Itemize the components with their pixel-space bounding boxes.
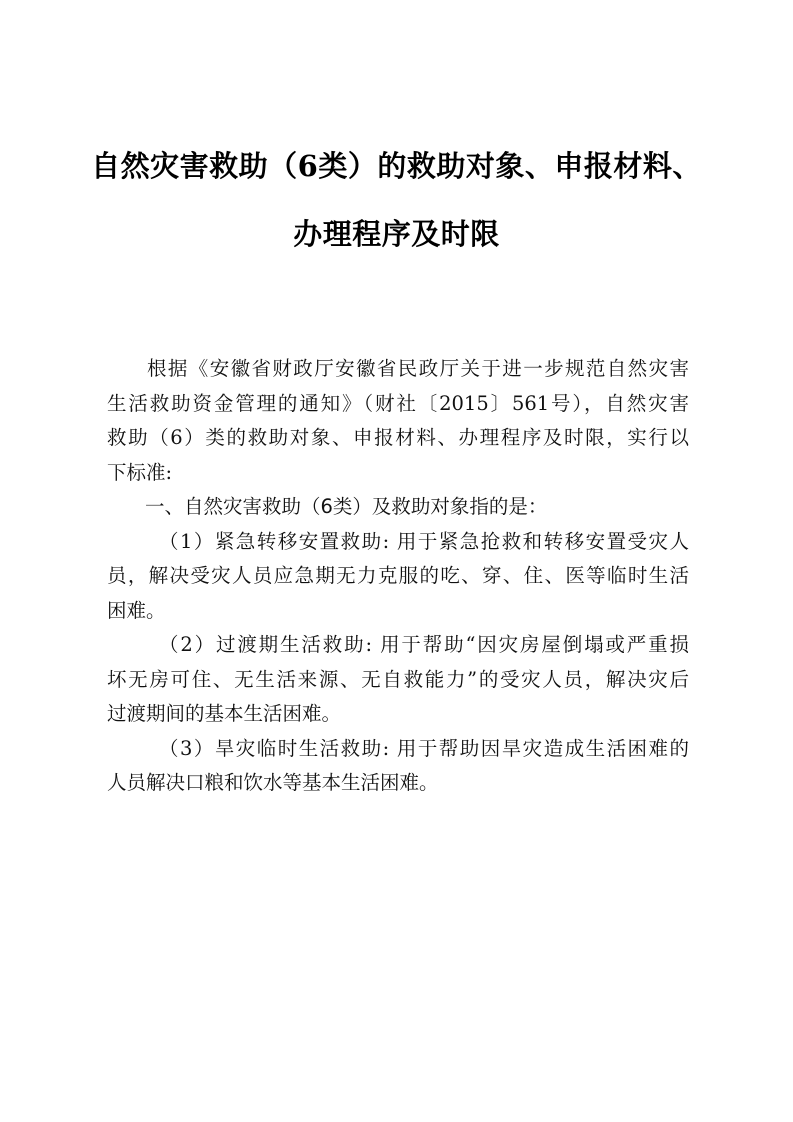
document-title — [0, 150, 793, 250]
document-body — [107, 352, 689, 801]
title-line-2: 办理程序及时限 — [293, 217, 500, 251]
intro-line: 下标准: — [107, 460, 173, 484]
intro-paragraph — [107, 352, 689, 490]
intro-line: 救助（6）类的救助对象、申报材料、办理程序及时限，实行以 — [107, 426, 689, 449]
item-line: 坏无房可住、无生活来源、无自救能力”的受灾人员，解决灾后 — [107, 667, 689, 691]
item-line: 过渡期间的基本生活困难。 — [107, 702, 342, 725]
item-line: 困难。 — [107, 598, 166, 622]
section-item-2 — [107, 628, 689, 732]
title-line-1: 自然灾害救助（6类）的救助对象、申报材料、 — [91, 149, 702, 183]
section-item-1 — [107, 525, 689, 629]
intro-line: 生活救助资金管理的通知》（财社〔2015〕561号），自然灾害 — [107, 391, 689, 415]
intro-line: 根据《安徽省财政厅安徽省民政厅关于进一步规范自然灾害 — [147, 357, 689, 380]
section-item-3 — [107, 732, 689, 801]
item-line: （1）紧急转移安置救助: 用于紧急抢救和转移安置受灾人 — [159, 529, 689, 553]
item-line: （2）过渡期生活救助: 用于帮助“因灾房屋倒塌或严重损 — [159, 633, 689, 656]
section-heading: 一、自然灾害救助（6类）及救助对象指的是： — [145, 495, 548, 518]
item-line: （3）旱灾临时生活救助: 用于帮助因旱灾造成生活困难的 — [159, 736, 689, 760]
item-line: 人员解决口粮和饮水等基本生活困难。 — [107, 771, 439, 794]
item-line: 员，解决受灾人员应急期无力克服的吃、穿、住、医等临时生活 — [107, 564, 689, 587]
